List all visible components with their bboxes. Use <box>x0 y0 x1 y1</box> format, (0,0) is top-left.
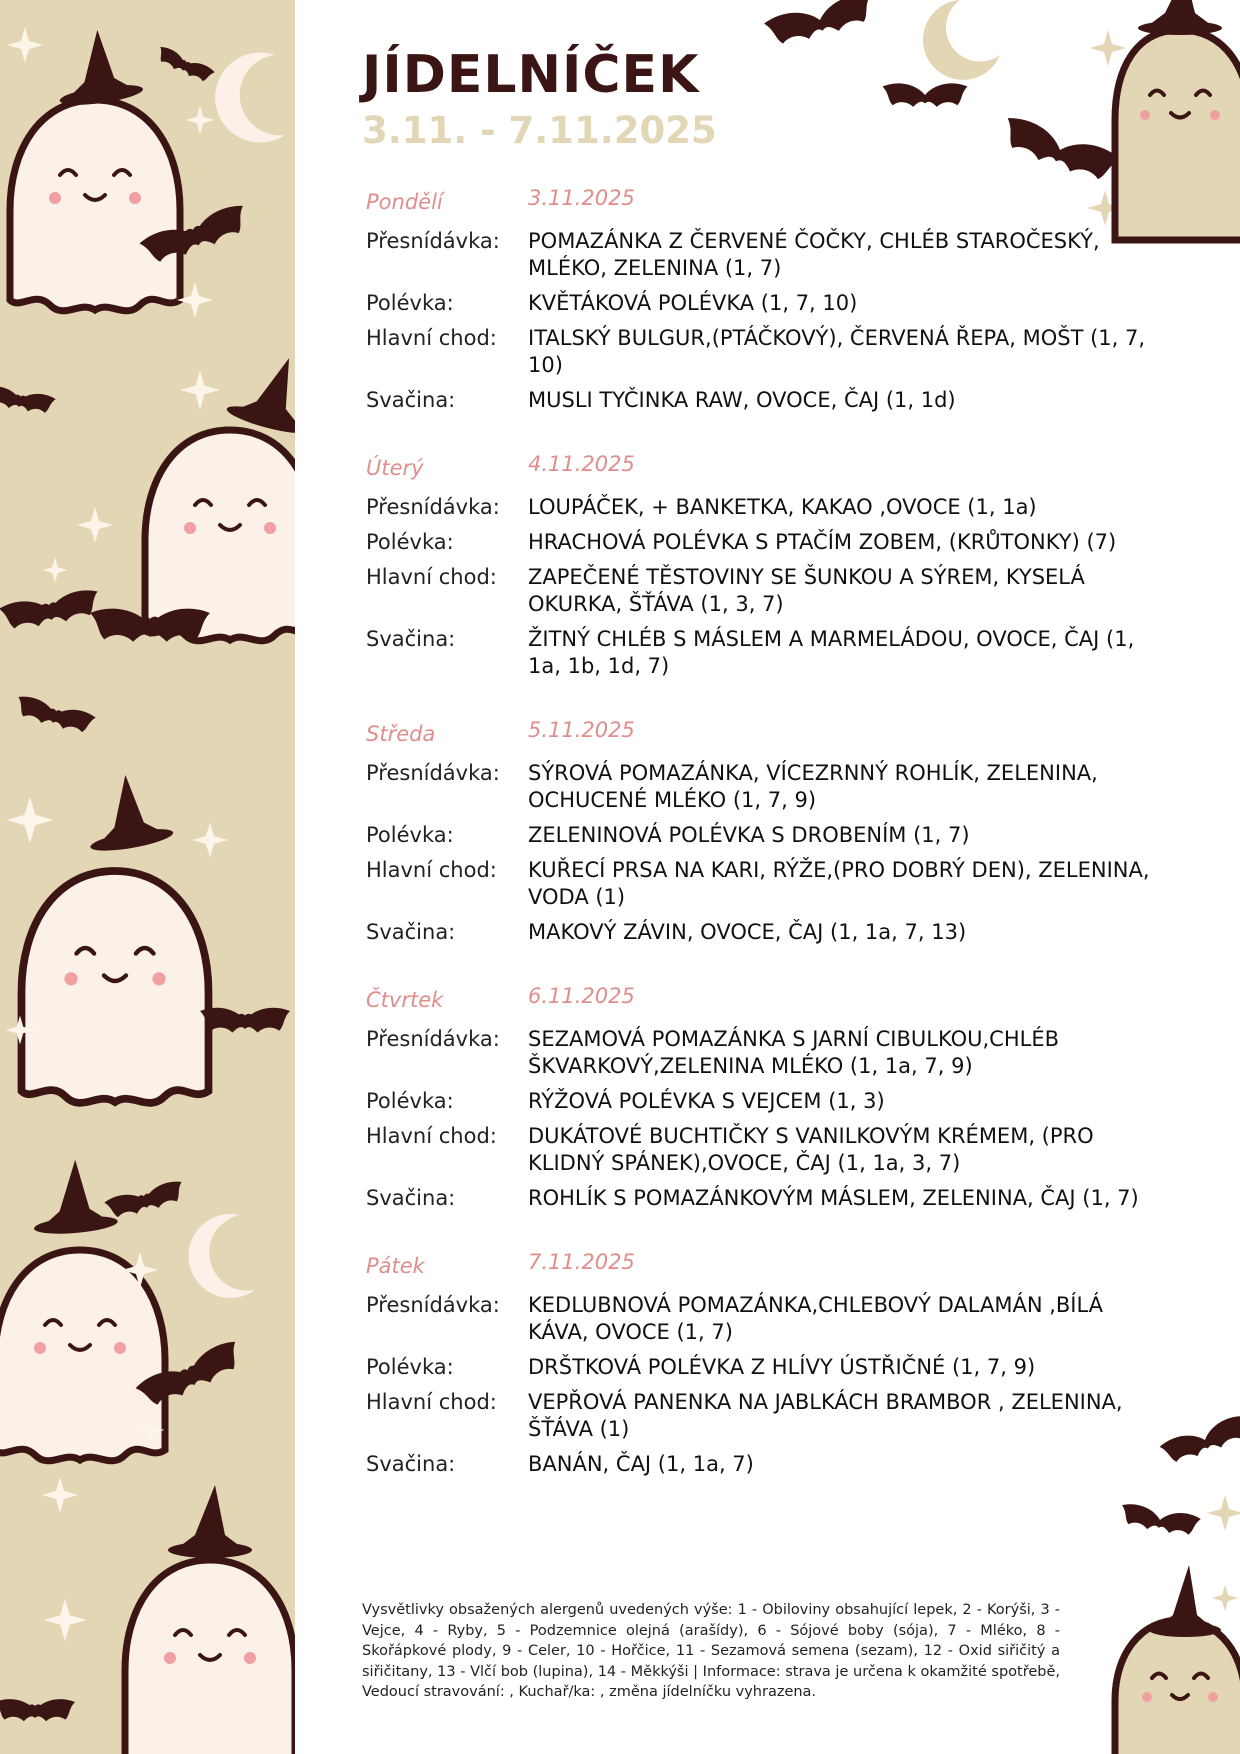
sparkle-icon <box>43 1598 86 1641</box>
meal-row <box>366 1026 1166 1080</box>
day-date: 3.11.2025 <box>528 186 635 210</box>
meal-value: POMAZÁNKA Z ČERVENÉ ČOČKY, CHLÉB STAROČESKÝ, MLÉKO, ZELENINA (1, 7) <box>528 229 1100 280</box>
meal-label: Hlavní chod: <box>366 565 497 589</box>
sparkle-icon <box>7 797 54 844</box>
sparkle-icon <box>1212 1585 1238 1611</box>
halloween-pattern <box>0 0 295 1754</box>
day-header <box>366 182 1166 220</box>
bat-icon <box>200 1008 290 1033</box>
meal-row <box>366 228 1166 282</box>
sparkle-icon <box>77 507 113 543</box>
moon-icon <box>215 52 285 142</box>
page-header <box>362 44 717 154</box>
day-date: 6.11.2025 <box>528 984 635 1008</box>
meal-value: BANÁN, ČAJ (1, 1a, 7) <box>528 1452 754 1476</box>
page-title: JÍDELNÍČEK <box>362 45 700 105</box>
sparkle-icon <box>192 822 228 858</box>
bat-icon <box>0 385 56 416</box>
day-monday <box>366 182 1166 414</box>
meal-row <box>366 1389 1166 1443</box>
witch-hat-icon <box>79 769 174 855</box>
day-thursday <box>366 980 1166 1212</box>
day-name: Úterý <box>366 456 424 480</box>
meal-label: Hlavní chod: <box>366 858 497 882</box>
witch-hat-icon <box>225 346 295 438</box>
meal-value: DRŠTKOVÁ POLÉVKA Z HLÍVY ÚSTŘIČNÉ (1, 7, 9) <box>528 1355 1036 1379</box>
bat-icon <box>0 1699 75 1721</box>
meal-row <box>366 857 1166 911</box>
bat-icon <box>13 694 96 736</box>
bat-icon <box>1159 1413 1240 1467</box>
day-date: 5.11.2025 <box>528 718 635 742</box>
day-date: 4.11.2025 <box>528 452 635 476</box>
meal-label: Hlavní chod: <box>366 326 497 350</box>
meal-row <box>366 529 1166 556</box>
meal-row <box>366 290 1166 317</box>
bat-icon <box>763 0 877 49</box>
meal-label: Polévka: <box>366 823 454 847</box>
meal-label: Svačina: <box>366 388 456 412</box>
meal-label: Přesnídávka: <box>366 761 500 785</box>
meal-label: Polévka: <box>366 1355 454 1379</box>
day-name: Pondělí <box>366 190 443 214</box>
sparkle-icon <box>42 557 67 582</box>
meal-row <box>366 387 1166 414</box>
day-header <box>366 980 1166 1018</box>
meal-label: Svačina: <box>366 627 456 651</box>
meal-row <box>366 760 1166 814</box>
day-name: Čtvrtek <box>366 988 444 1012</box>
ghost-icon <box>21 871 208 1103</box>
meal-row <box>366 822 1166 849</box>
meal-row <box>366 919 1166 946</box>
day-tuesday <box>366 448 1166 680</box>
meal-label: Přesnídávka: <box>366 495 500 519</box>
allergen-legend: Vysvětlivky obsažených alergenů uvedených výše: 1 - Obiloviny obsahující lepek, 2 - Korýši, 3 - Vejce, 4 - Ryby, 5 - Podzemnice olejná (arašídy), 6 - Sójové boby (sója), 7 - Mléko, 8 - Skořápkové plody, 9 - Celer, 10 - Hořčice, 11 - Sezamová semena (sezam), 12 - Oxid siřičitý a siřičitany, 13 - Vlčí bob (lupina), 14 - Měkkýši | Informace: strava je určena k okamžité spotřebě, Vedoucí stravování: , Kuchař/ka: , změna jídelníčku vyhrazena. <box>362 1602 1060 1700</box>
meal-row <box>366 494 1166 521</box>
meal-label: Polévka: <box>366 291 454 315</box>
meal-value: DUKÁTOVÉ BUCHTIČKY S VANILKOVÝM KRÉMEM, (PRO KLIDNÝ SPÁNEK),OVOCE, ČAJ (1, 1a, 3, 7) <box>528 1124 1094 1175</box>
meal-value: VEPŘOVÁ PANENKA NA JABLKÁCH BRAMBOR , ZELENINA, ŠŤÁVA (1) <box>528 1390 1123 1441</box>
bat-icon <box>104 1179 187 1221</box>
meal-value: MAKOVÝ ZÁVIN, OVOCE, ČAJ (1, 1a, 7, 13) <box>528 920 967 944</box>
meal-value: ŽITNÝ CHLÉB S MÁSLEM A MARMELÁDOU, OVOCE, ČAJ (1, 1a, 1b, 1d, 7) <box>528 627 1135 678</box>
meal-label: Svačina: <box>366 1186 456 1210</box>
witch-hat-icon <box>168 1485 252 1558</box>
ghost-icon <box>145 430 295 641</box>
bat-icon <box>154 45 215 85</box>
meal-row <box>366 1292 1166 1346</box>
ghost-icon <box>10 100 180 311</box>
meal-label: Polévka: <box>366 530 454 554</box>
meal-value: MUSLI TYČINKA RAW, OVOCE, ČAJ (1, 1d) <box>528 388 956 412</box>
meal-label: Přesnídávka: <box>366 1027 500 1051</box>
witch-hat-icon <box>51 25 144 109</box>
witch-hat-icon <box>28 1157 118 1237</box>
meal-row <box>366 1451 1166 1478</box>
meal-row <box>366 564 1166 618</box>
meal-row <box>366 1354 1166 1381</box>
moon-icon <box>188 1214 255 1298</box>
meal-row <box>366 1185 1166 1212</box>
meal-label: Přesnídávka: <box>366 1293 500 1317</box>
meal-label: Hlavní chod: <box>366 1390 497 1414</box>
meal-label: Svačina: <box>366 920 456 944</box>
moon-icon <box>923 0 1000 80</box>
sparkle-icon <box>1207 1495 1240 1531</box>
meal-value: SÝROVÁ POMAZÁNKA, VÍCEZRNNÝ ROHLÍK, ZELENINA, OCHUCENÉ MLÉKO (1, 7, 9) <box>528 761 1098 812</box>
day-date: 7.11.2025 <box>528 1250 635 1274</box>
meal-value: KEDLUBNOVÁ POMAZÁNKA,CHLEBOVÝ DALAMÁN ,BÍLÁ KÁVA, OVOCE (1, 7) <box>528 1293 1104 1344</box>
meal-value: KUŘECÍ PRSA NA KARI, RÝŽE,(PRO DOBRÝ DEN), ZELENINA, VODA (1) <box>528 858 1150 909</box>
ghost-icon <box>1115 1620 1240 1754</box>
meal-row <box>366 325 1166 379</box>
day-friday <box>366 1246 1166 1478</box>
bat-icon <box>998 114 1122 186</box>
weekly-menu <box>366 182 1166 1512</box>
meal-value: RÝŽOVÁ POLÉVKA S VEJCEM (1, 3) <box>528 1089 885 1113</box>
sparkle-icon <box>1090 30 1126 66</box>
sparkle-icon <box>42 1477 78 1513</box>
decorative-side-panel <box>0 0 295 1754</box>
meal-label: Svačina: <box>366 1452 456 1476</box>
meal-value: ROHLÍK S POMAZÁNKOVÝM MÁSLEM, ZELENINA, ČAJ (1, 7) <box>528 1186 1139 1210</box>
sparkle-icon <box>7 27 43 63</box>
bat-icon <box>0 588 102 633</box>
ghost-icon <box>125 1560 295 1754</box>
sparkle-icon <box>186 106 215 135</box>
meal-label: Polévka: <box>366 1089 454 1113</box>
meal-label: Přesnídávka: <box>366 229 500 253</box>
meal-row <box>366 1088 1166 1115</box>
witch-hat-icon <box>1138 0 1222 35</box>
meal-value: ITALSKÝ BULGUR,(PTÁČKOVÝ), ČERVENÁ ŘEPA, MOŠT (1, 7, 10) <box>528 326 1146 377</box>
meal-value: ZELENINOVÁ POLÉVKA S DROBENÍM (1, 7) <box>528 823 970 847</box>
meal-row <box>366 626 1166 680</box>
witch-hat-icon <box>1149 1565 1221 1637</box>
date-range: 3.11. - 7.11.2025 <box>362 109 717 152</box>
day-header <box>366 1246 1166 1284</box>
meal-value: ZAPEČENÉ TĚSTOVINY SE ŠUNKOU A SÝREM, KYSELÁ OKURKA, ŠŤÁVA (1, 3, 7) <box>528 565 1085 616</box>
sparkle-icon <box>180 370 220 410</box>
meal-label: Hlavní chod: <box>366 1124 497 1148</box>
day-header <box>366 714 1166 752</box>
meal-value: HRACHOVÁ POLÉVKA S PTAČÍM ZOBEM, (KRŮTONKY) (7) <box>528 530 1117 554</box>
meal-row <box>366 1123 1166 1177</box>
day-wednesday <box>366 714 1166 946</box>
meal-value: SEZAMOVÁ POMAZÁNKA S JARNÍ CIBULKOU,CHLÉB ŠKVARKOVÝ,ZELENINA MLÉKO (1, 1a, 7, 9) <box>528 1027 1059 1078</box>
meal-value: LOUPÁČEK, + BANKETKA, KAKAO ,OVOCE (1, 1a) <box>528 495 1037 519</box>
day-name: Pátek <box>366 1254 425 1278</box>
day-header <box>366 448 1166 486</box>
bat-icon <box>883 83 968 106</box>
meal-value: KVĚTÁKOVÁ POLÉVKA (1, 7, 10) <box>528 291 858 315</box>
day-name: Středa <box>366 722 436 746</box>
